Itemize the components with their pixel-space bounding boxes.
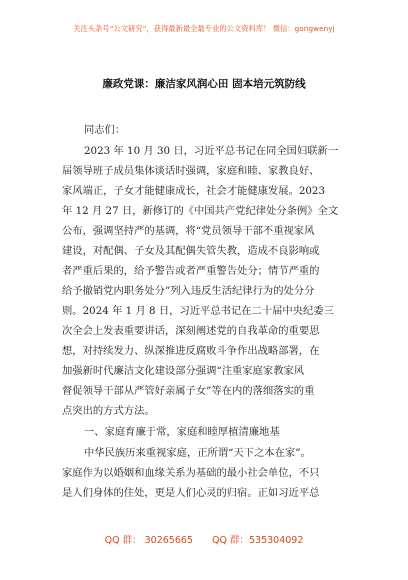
paragraph-line: 想，对持续发力、纵深推进反腐败斗争作出战略部署，在 — [62, 345, 320, 357]
paragraph-line: 建设，对配偶、子女及其配偶失管失教，造成不良影响或 — [62, 245, 320, 257]
section-heading: 一、家庭育廉于常，家庭和睦厚植清廉地基 — [84, 426, 280, 438]
paragraph-line: 是人们身体的住处，更是人们心灵的归宿。正如习近平总 — [62, 487, 320, 499]
greeting: 同志们： — [84, 124, 126, 136]
paragraph-line: 则。2024 年 1 月 8 日，习近平总书记在二十届中央纪委三 — [62, 305, 334, 317]
paragraph-line: 者严重后果的，给予警告或者严重警告处分；情节严重的 — [62, 265, 320, 277]
paragraph-line: 2023 年 10 月 30 日，习近平总书记在同全国妇联新一 — [84, 145, 339, 157]
qq-group-1: QQ 群： 30265665 — [104, 535, 193, 546]
footer — [0, 532, 408, 546]
paragraph-line: 年 12 月 27 日，新修订的《中国共产党纪律处分条例》全文 — [62, 205, 339, 217]
paragraph-line: 家风端正，子女才能健康成长，社会才能健康发展。2023 — [62, 185, 326, 197]
paragraph-line: 次全会上发表重要讲话，深刻阐述党的自我革命的重要思 — [62, 325, 320, 337]
paragraph-line: 给予撤销党内职务处分”列入违反生活纪律行为的处分分 — [62, 285, 315, 297]
paragraph-line: 督促领导干部从严管好亲属子女”等在内的落细落实的重 — [62, 385, 315, 397]
qq-group-2: QQ 群：535304092 — [212, 535, 304, 546]
paragraph-line: 中华民族历来重视家庭，正所谓“天下之本在家”。 — [84, 447, 311, 459]
paragraph-line: 加强新时代廉洁文化建设部分强调“注重家庭家教家风 — [62, 365, 305, 377]
paragraph-line: 公布，强调坚持严的基调，将“党员领导干部不重视家风 — [62, 225, 315, 237]
page-title: 廉政党课：廉洁家风润心田 固本培元筑防线 — [102, 78, 306, 90]
paragraph-line: 点突出的方式方法。 — [62, 405, 155, 417]
top-banner: 关注头条号“公文研究”，获得最新最全最专业的公文资料库！ 微信：gongwenyj — [73, 24, 335, 33]
paragraph-line: 届领导班子成员集体谈话时强调，家庭和睦、家教良好、 — [62, 165, 320, 177]
paragraph-line: 家庭作为以婚姻和血缘关系为基础的最小社会单位，不只 — [62, 467, 320, 479]
